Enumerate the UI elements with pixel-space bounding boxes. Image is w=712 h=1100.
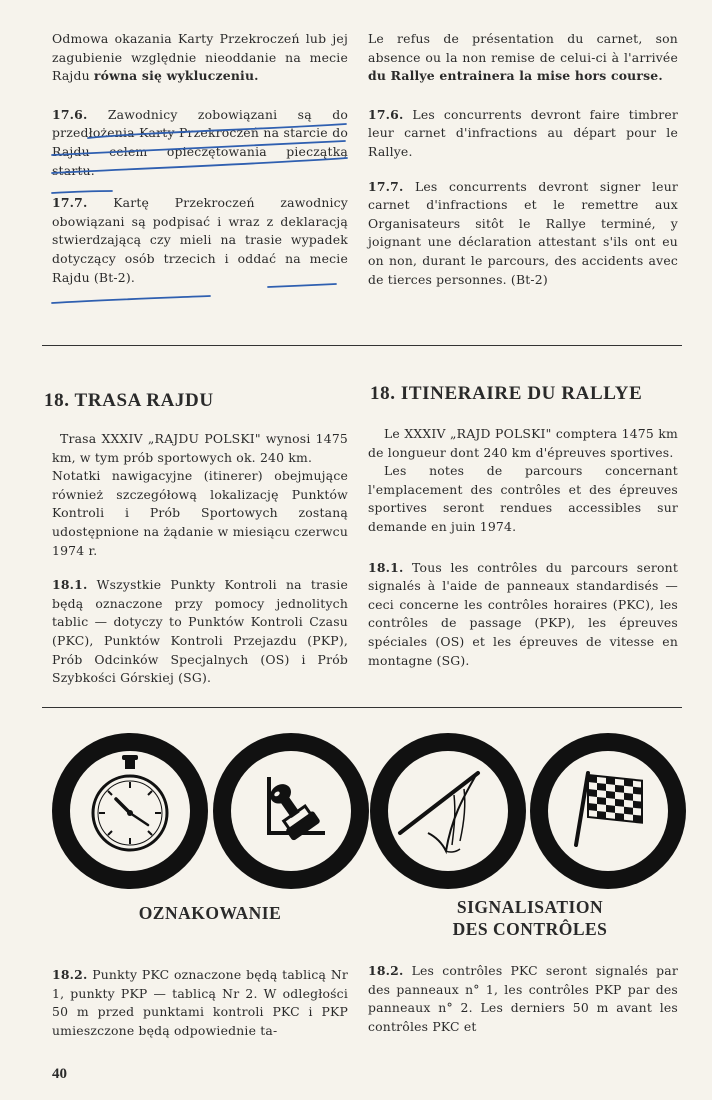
clause-number: 18.2. [368,963,404,978]
page-number: 40 [52,1066,67,1082]
clause-18-1-fr [368,559,678,671]
signs-caption-fr-line-2: DES CONTRÔLES [452,919,608,939]
refusal-text-fr: Le refus de présentation du carnet, son absence ou la non remise de celui-ci à l'arrivée [368,31,678,65]
clause-number: 18.1. [368,559,404,575]
refusal-emphasis-fr: du Rallye entrainera la mise hors course. [368,68,663,84]
clause-text: Wszystkie Punkty Kontroli na trasie będą oznaczone przy pomocy jednolitych tablic — dotyczy to Punktów Kontroli Czasu (PKC), Punktów Kontroli Przejazdu (PKP), Prób Odcinków Specjalnych (OS) i Prób Szybkości Górskiej (SG). [52,577,349,686]
section-divider [42,707,682,708]
signs-caption-pl: OZNAKOWANIE [138,903,282,923]
right-column-section-18 [368,425,678,670]
clause-text: Tous les contrôles du parcours seront signalés à l'aide de panneaux standardisés — ceci concerne les contrôles horaires (PKC), les contrôles de passage (PKP), les épreuves spéciales (OS) et les épreuves de vitesse en montagne (SG). [368,559,679,668]
stopwatch-icon [52,733,208,889]
clause-18-2-pl [52,966,348,1040]
left-column-section-18 [52,430,348,688]
route-notes-pl: Notatki nawigacyjne (itinerer) obejmujące również szczegółową lokalizację Punktów Kontroli i Prób Sportowych zostaną udostępnione na żądanie w miesiącu czerwcu 1974 r. [52,468,348,558]
section-18-heading-fr: 18. ITINERAIRE DU RALLYE [370,383,643,404]
clause-17-6-fr [368,106,678,162]
checkered-flag-icon [530,733,686,889]
clause-text: Zawodnicy zobowiązani są do przedłożenia Karty Przekroczeń na starcie do Rajdu celem opieczętowania pieczątką startu. [52,106,348,178]
clause-17-7-fr [368,178,678,290]
route-length-pl: Trasa XXXIV „RAJDU POLSKI" wynosi 1475 km, w tym prób sportowych ok. 240 km. [52,431,348,465]
refusal-emphasis-pl: równa się wykluczeniu. [93,68,259,84]
clause-text: Punkty PKC oznaczone będą tablicą Nr 1, punkty PKP — tablicą Nr 2. W odległości 50 m przed punktami kontroli PKC i PKP umieszczone będą odpowiednie ta- [52,967,348,1038]
left-column-section-17 [52,30,348,287]
signs-caption-fr [420,896,640,940]
route-notes-fr: Les notes de parcours concernant l'emplacement des contrôles et des épreuves sportives seront rendues accessibles sur demande en juin 1974. [368,463,678,534]
clause-17-7-pl [52,194,348,287]
clause-18-1-pl [52,576,348,688]
section-18-heading-pl: 18. TRASA RAJDU [44,390,214,411]
refusal-paragraph-pl [52,30,348,86]
clause-number: 18.1. [52,577,88,593]
clause-text: Les concurrents devront signer leur carnet d'infractions et le remettre aux Organisateurs sitôt le Rallye terminé, y joignant une déclaration attestant s'ils ont eu on non, durant le parcours, des accidents avec de tierces personnes. (Bt-2) [368,178,679,287]
clause-17-6-pl [52,106,348,180]
clause-number: 17.6. [368,106,404,122]
rubber-stamp-icon [213,733,369,889]
left-column-clause-18-2 [52,966,348,1040]
white-flag-icon [370,733,526,889]
clause-number: 17.7. [52,195,88,211]
clause-text: Kartę Przekroczeń zawodnicy obowiązani są podpisać i wraz z deklaracją stwierdzającą czy mieli na trasie wypadek dotyczący osób trzecich i oddać na mecie Rajdu (Bt-2). [52,195,349,285]
clause-number: 17.6. [52,106,88,122]
clause-18-2-fr [368,962,678,1036]
refusal-text-pl: Odmowa okazania Karty Przekroczeń lub jej zagubienie względnie nieoddanie na mecie Rajdu [52,31,348,84]
section-divider [42,345,682,346]
clause-number: 17.7. [368,178,404,194]
right-column-clause-18-2 [368,962,678,1036]
clause-text: Les contrôles PKC seront signalés par des panneaux n° 1, les contrôles PKP par des panneaux n° 2. Les derniers 50 m avant les contrôles PKC et [368,963,679,1034]
right-column-section-17 [368,30,678,289]
clause-number: 18.2. [52,967,88,982]
route-length-fr: Le XXXIV „RAJD POLSKI" comptera 1475 km de longueur dont 240 km d'épreuves sportives. [368,426,678,460]
clause-text: Les concurrents devront faire timbrer leur carnet d'infractions au départ pour le Rallye. [368,106,678,159]
refusal-paragraph-fr [368,30,678,86]
signs-caption-fr-line-1: SIGNALISATION [456,897,604,917]
